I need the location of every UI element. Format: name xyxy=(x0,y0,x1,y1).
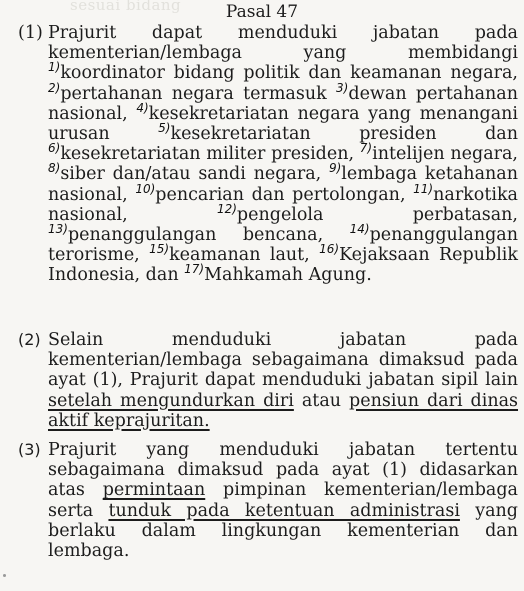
handwritten-annotation: 5) xyxy=(158,121,171,136)
underlined-text: tunduk pada ketentuan administrasi xyxy=(108,500,460,521)
handwritten-annotation: 2) xyxy=(48,80,61,95)
text-segment: keamanan laut, xyxy=(169,245,320,266)
text-segment: atau xyxy=(293,390,350,411)
handwritten-annotation: 11) xyxy=(413,181,434,196)
handwritten-annotation: 16) xyxy=(319,242,340,257)
text-segment: kesekretariatan negara yang menangani urusan xyxy=(48,103,518,145)
text-segment: Selain menduduki jabatan pada kementerian/lembaga sebagaimana dimaksud pada ayat (1), Prajurit dapat menduduki jabatan sipil lain xyxy=(48,330,518,391)
article-title: Pasal 47 xyxy=(225,2,299,22)
text-segment: Kejaksaan Republik Indonesia, dan xyxy=(48,245,518,286)
handwritten-annotation: 6) xyxy=(48,141,61,156)
paragraph-body xyxy=(48,330,518,431)
text-segment: penanggulangan terorisme, xyxy=(48,225,518,266)
text-segment: lembaga ketahanan nasional, xyxy=(48,164,518,205)
handwritten-annotation: 9) xyxy=(328,161,342,176)
handwritten-annotation: 4) xyxy=(136,100,149,115)
scan-speck xyxy=(3,574,6,577)
handwritten-annotation: 15) xyxy=(149,242,170,257)
text-segment: Mahkamah Agung. xyxy=(204,265,372,286)
text-segment: intelijen negara, xyxy=(372,144,518,165)
text-segment: pertahanan negara termasuk xyxy=(60,83,337,104)
text-segment: siber dan/atau sandi negara, xyxy=(60,164,329,185)
handwritten-annotation: 14) xyxy=(349,222,370,237)
handwritten-annotation: 13) xyxy=(48,222,68,237)
paragraph-body xyxy=(48,440,518,561)
paragraph-body xyxy=(48,23,518,286)
underlined-text: permintaan xyxy=(102,480,206,501)
text-segment: pengelola perbatasan, xyxy=(236,204,518,225)
paragraph-number: (2) xyxy=(18,330,41,349)
underlined-text: pensiun dari dinas aktif keprajuritan. xyxy=(48,390,519,431)
text-segment: Prajurit yang menduduki jabatan tertentu sebagaimana dimaksud pada ayat (1) didasarkan atas xyxy=(48,440,518,501)
handwritten-annotation: 7) xyxy=(359,141,373,156)
text-segment: dewan pertahanan nasional, xyxy=(48,83,518,124)
paragraph-number: (3) xyxy=(18,440,41,459)
underlined-text: setelah mengundurkan diri xyxy=(48,390,294,411)
handwritten-annotation: 17) xyxy=(184,262,205,277)
handwritten-annotation: 1) xyxy=(48,60,61,75)
text-segment: koordinator bidang politik dan keamanan negara, xyxy=(60,63,518,84)
handwritten-annotation: 12) xyxy=(216,202,237,216)
paragraph-1 xyxy=(18,23,518,286)
text-segment: kesekretariatan presiden dan xyxy=(170,124,519,145)
paragraph-2 xyxy=(18,330,518,431)
handwritten-annotation: 10) xyxy=(135,181,156,196)
text-segment: yang berlaku dalam lingkungan kementerian dan lembaga. xyxy=(48,500,519,562)
faint-bleedthrough-text: sesuai bidang xyxy=(70,0,182,14)
text-segment: kesekretariatan militer presiden, xyxy=(60,144,360,165)
text-segment: penanggulangan bencana, xyxy=(67,225,350,246)
text-segment: pencarian dan pertolongan, xyxy=(155,184,414,205)
text-segment: Prajurit dapat menduduki jabatan pada kementerian/lembaga yang membidangi xyxy=(48,23,518,64)
text-segment: pimpinan kementerian/lembaga serta xyxy=(48,480,518,521)
handwritten-annotation: 3) xyxy=(336,80,349,95)
text-segment: narkotika nasional, xyxy=(48,184,518,225)
paragraph-3 xyxy=(18,440,518,561)
handwritten-annotation: 8) xyxy=(48,161,61,176)
paragraph-number: (1) xyxy=(18,23,43,43)
